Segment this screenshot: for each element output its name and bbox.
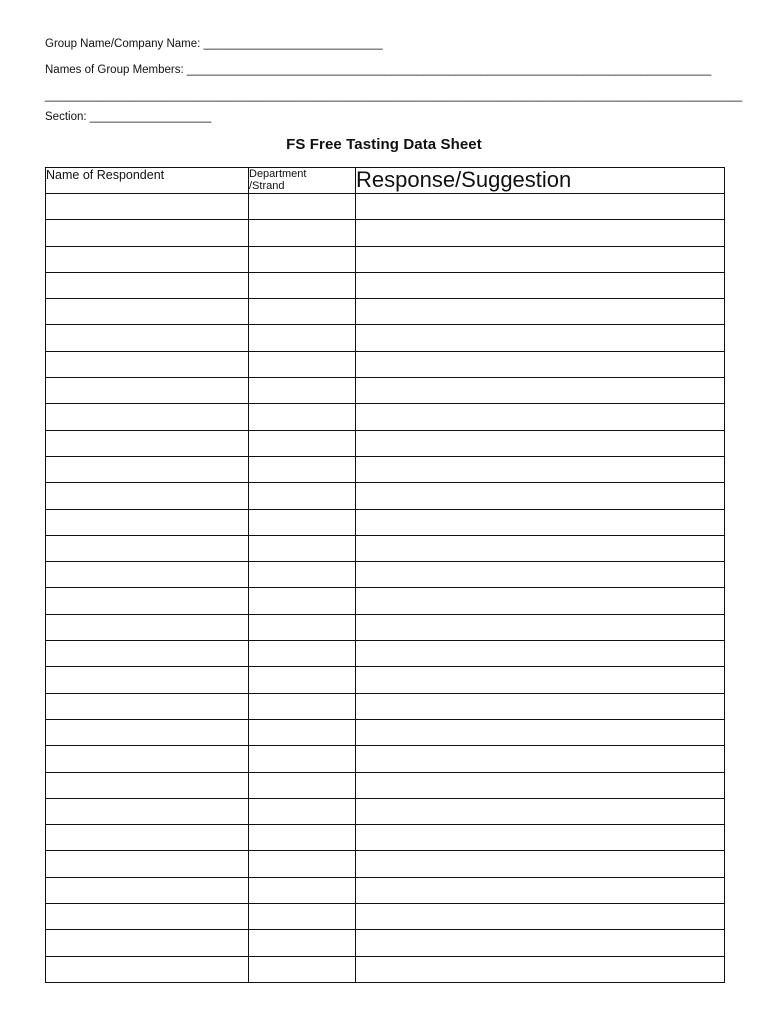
table-body — [46, 194, 725, 983]
respondent-name-cell — [46, 509, 249, 535]
department-cell — [249, 299, 356, 325]
response-cell — [356, 562, 725, 588]
respondent-name-cell — [46, 930, 249, 956]
table-header-row — [46, 168, 725, 194]
response-cell — [356, 956, 725, 982]
department-cell — [249, 562, 356, 588]
response-cell — [356, 877, 725, 903]
department-cell — [249, 693, 356, 719]
respondent-name-cell — [46, 798, 249, 824]
table-row — [46, 246, 725, 272]
respondent-name-cell — [46, 483, 249, 509]
table-row — [46, 851, 725, 877]
respondent-name-cell — [46, 246, 249, 272]
department-cell — [249, 667, 356, 693]
table-row — [46, 272, 725, 298]
respondent-name-cell — [46, 719, 249, 745]
respondent-name-cell — [46, 194, 249, 220]
response-cell — [356, 272, 725, 298]
respondent-name-cell — [46, 351, 249, 377]
response-cell — [356, 194, 725, 220]
respondent-name-cell — [46, 641, 249, 667]
department-cell — [249, 588, 356, 614]
department-cell — [249, 641, 356, 667]
department-cell — [249, 825, 356, 851]
header-department-line1: Department — [249, 168, 307, 180]
group-members-continuation-line: _____________________________________________________________________________________________________________ — [45, 90, 743, 102]
table-row — [46, 430, 725, 456]
response-cell — [356, 535, 725, 561]
response-cell — [356, 930, 725, 956]
respondent-name-cell — [46, 325, 249, 351]
respondent-name-cell — [46, 667, 249, 693]
response-cell — [356, 904, 725, 930]
department-cell — [249, 194, 356, 220]
respondent-name-cell — [46, 904, 249, 930]
department-cell — [249, 535, 356, 561]
table-row — [46, 404, 725, 430]
table-row — [46, 535, 725, 561]
department-cell — [249, 746, 356, 772]
table-row — [46, 299, 725, 325]
department-cell — [249, 483, 356, 509]
table-row — [46, 877, 725, 903]
table-row — [46, 798, 725, 824]
header-response-suggestion: Response/Suggestion — [356, 168, 725, 194]
response-cell — [356, 325, 725, 351]
department-cell — [249, 430, 356, 456]
respondent-name-cell — [46, 851, 249, 877]
header-name-of-respondent: Name of Respondent — [46, 168, 249, 194]
respondent-name-cell — [46, 535, 249, 561]
response-cell — [356, 667, 725, 693]
department-cell — [249, 956, 356, 982]
header-department-strand — [249, 168, 356, 194]
table-row — [46, 351, 725, 377]
response-cell — [356, 614, 725, 640]
response-cell — [356, 798, 725, 824]
respondent-name-cell — [46, 588, 249, 614]
response-cell — [356, 641, 725, 667]
table-row — [46, 746, 725, 772]
department-cell — [249, 904, 356, 930]
response-cell — [356, 588, 725, 614]
respondent-name-cell — [46, 877, 249, 903]
department-cell — [249, 719, 356, 745]
department-cell — [249, 404, 356, 430]
respondent-name-cell — [46, 746, 249, 772]
department-cell — [249, 509, 356, 535]
table-row — [46, 378, 725, 404]
department-cell — [249, 246, 356, 272]
response-cell — [356, 719, 725, 745]
response-cell — [356, 299, 725, 325]
group-members-field: Names of Group Members: __________________________________________________________________________________ — [45, 64, 712, 76]
respondent-name-cell — [46, 772, 249, 798]
respondent-name-cell — [46, 299, 249, 325]
table-row — [46, 772, 725, 798]
table-row — [46, 483, 725, 509]
department-cell — [249, 772, 356, 798]
respondent-name-cell — [46, 220, 249, 246]
table-row — [46, 904, 725, 930]
table-row — [46, 588, 725, 614]
respondent-name-cell — [46, 693, 249, 719]
table-row — [46, 614, 725, 640]
respondent-name-cell — [46, 614, 249, 640]
response-cell — [356, 693, 725, 719]
response-cell — [356, 746, 725, 772]
response-cell — [356, 483, 725, 509]
table-row — [46, 562, 725, 588]
respondent-name-cell — [46, 404, 249, 430]
department-cell — [249, 851, 356, 877]
section-field: Section: ___________________ — [45, 111, 212, 123]
group-name-field: Group Name/Company Name: ____________________________ — [45, 38, 383, 50]
table-row — [46, 194, 725, 220]
department-cell — [249, 272, 356, 298]
department-cell — [249, 930, 356, 956]
table-row — [46, 956, 725, 982]
department-cell — [249, 798, 356, 824]
response-cell — [356, 851, 725, 877]
respondent-name-cell — [46, 825, 249, 851]
header-department-line2: /Strand — [249, 180, 285, 192]
table-row — [46, 667, 725, 693]
table-row — [46, 325, 725, 351]
response-cell — [356, 430, 725, 456]
response-cell — [356, 220, 725, 246]
table-row — [46, 693, 725, 719]
respondent-name-cell — [46, 272, 249, 298]
department-cell — [249, 351, 356, 377]
data-sheet-table — [45, 167, 725, 983]
table-row — [46, 825, 725, 851]
department-cell — [249, 325, 356, 351]
response-cell — [356, 509, 725, 535]
table-row — [46, 930, 725, 956]
page-title: FS Free Tasting Data Sheet — [286, 136, 482, 153]
response-cell — [356, 378, 725, 404]
table-row — [46, 456, 725, 482]
table-row — [46, 220, 725, 246]
table-row — [46, 719, 725, 745]
response-cell — [356, 351, 725, 377]
department-cell — [249, 456, 356, 482]
respondent-name-cell — [46, 956, 249, 982]
response-cell — [356, 825, 725, 851]
response-cell — [356, 456, 725, 482]
response-cell — [356, 246, 725, 272]
respondent-name-cell — [46, 562, 249, 588]
table-row — [46, 509, 725, 535]
response-cell — [356, 404, 725, 430]
department-cell — [249, 877, 356, 903]
respondent-name-cell — [46, 378, 249, 404]
department-cell — [249, 378, 356, 404]
table-row — [46, 641, 725, 667]
respondent-name-cell — [46, 456, 249, 482]
department-cell — [249, 220, 356, 246]
response-cell — [356, 772, 725, 798]
respondent-name-cell — [46, 430, 249, 456]
department-cell — [249, 614, 356, 640]
